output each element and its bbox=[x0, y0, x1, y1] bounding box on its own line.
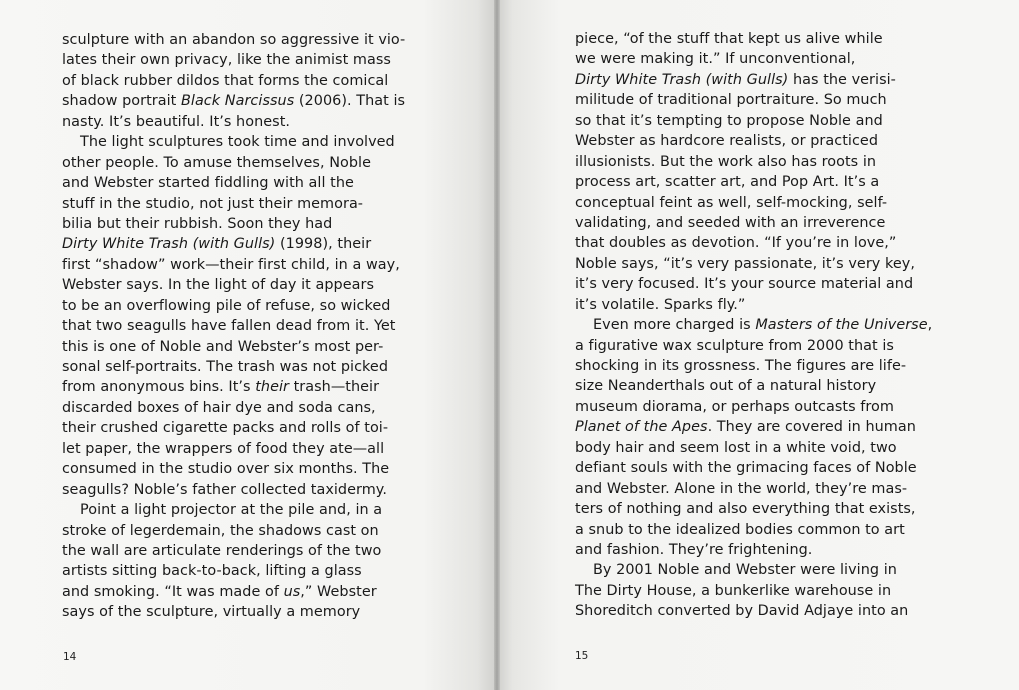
text-run: artists sitting back-to-back, lifting a glass bbox=[62, 563, 362, 580]
text-run: shocking in its grossness. The figures are life- bbox=[575, 358, 907, 374]
text-line bbox=[575, 479, 932, 499]
text-line bbox=[62, 337, 405, 357]
text-run: stuff in the studio, not just their memora- bbox=[62, 195, 364, 212]
text-line bbox=[575, 397, 932, 417]
text-line bbox=[62, 521, 405, 541]
text-run: conceptual feint as well, self-mocking, self- bbox=[575, 194, 888, 211]
text-run: first “shadow” work—their first child, in a way, bbox=[62, 256, 400, 273]
book-gutter bbox=[494, 0, 500, 690]
text-line bbox=[575, 172, 932, 192]
text-run: sculpture with an abandon so aggressive it vio- bbox=[62, 32, 406, 48]
text-run: (1998), their bbox=[275, 236, 372, 253]
text-run: lates their own privacy, like the animist mass bbox=[62, 52, 391, 69]
text-run: process art, scatter art, and Pop Art. It’s a bbox=[575, 174, 880, 191]
text-line bbox=[62, 541, 405, 561]
text-line bbox=[62, 234, 405, 254]
text-line bbox=[62, 398, 405, 418]
text-line bbox=[62, 91, 405, 111]
text-run: The Dirty House, a bunkerlike warehouse in bbox=[575, 582, 892, 599]
text-run: that doubles as devotion. “If you’re in love,” bbox=[575, 235, 897, 252]
text-run: seagulls? Noble’s father collected taxidermy. bbox=[62, 481, 387, 498]
text-run: nasty. It’s beautiful. It’s honest. bbox=[62, 113, 291, 130]
text-line bbox=[575, 560, 932, 580]
text-run: Shoreditch converted by David Adjaye into an bbox=[575, 603, 909, 620]
text-line bbox=[575, 111, 932, 131]
italic-title: Dirty White Trash (with Gulls) bbox=[575, 71, 789, 88]
text-run: and Webster. Alone in the world, they’re mas- bbox=[575, 480, 908, 497]
text-run: Noble says, “it’s very passionate, it’s very key, bbox=[575, 255, 915, 272]
left-page-number: 14 bbox=[63, 651, 77, 663]
text-line bbox=[62, 173, 405, 193]
text-line bbox=[62, 71, 405, 91]
text-line bbox=[575, 254, 932, 274]
text-line bbox=[575, 274, 932, 294]
text-line bbox=[575, 131, 932, 151]
text-run: piece, “of the stuff that kept us alive while bbox=[575, 31, 883, 47]
text-run: ters of nothing and also everything that exists, bbox=[575, 501, 916, 518]
italic-title: Masters of the Universe bbox=[755, 317, 928, 334]
text-run: shadow portrait bbox=[62, 93, 181, 110]
text-line bbox=[62, 214, 405, 234]
text-run: consumed in the studio over six months. The bbox=[62, 461, 390, 478]
text-line bbox=[575, 233, 932, 253]
text-run: illusionists. But the work also has roots in bbox=[575, 153, 877, 170]
text-line bbox=[575, 540, 932, 560]
text-run: Webster as hardcore realists, or practiced bbox=[575, 133, 879, 150]
text-line bbox=[62, 480, 405, 500]
text-line bbox=[62, 561, 405, 581]
text-line bbox=[575, 49, 932, 69]
right-page-body-text bbox=[575, 29, 932, 622]
text-run: trash—their bbox=[288, 379, 380, 396]
text-line bbox=[575, 458, 932, 478]
text-line bbox=[575, 70, 932, 90]
text-run: that two seagulls have fallen dead from it. Yet bbox=[62, 318, 396, 335]
text-run: sonal self-portraits. The trash was not picked bbox=[62, 359, 389, 375]
left-page-body-text bbox=[62, 30, 405, 623]
text-run: a snub to the idealized bodies common to art bbox=[575, 521, 905, 538]
text-line bbox=[62, 275, 405, 295]
text-line bbox=[575, 601, 932, 621]
italic-title: Dirty White Trash (with Gulls) bbox=[62, 236, 276, 253]
text-line bbox=[62, 316, 405, 336]
text-line bbox=[62, 357, 405, 377]
text-line bbox=[575, 193, 932, 213]
text-line bbox=[62, 377, 405, 397]
text-line bbox=[575, 499, 932, 519]
text-run: Even more charged is bbox=[593, 317, 756, 334]
text-run: of black rubber dildos that forms the comical bbox=[62, 72, 389, 89]
text-line bbox=[62, 132, 405, 152]
text-line bbox=[575, 295, 932, 315]
text-line bbox=[62, 194, 405, 214]
text-run: so that it’s tempting to propose Noble and bbox=[575, 112, 883, 129]
text-run: defiant souls with the grimacing faces of Noble bbox=[575, 460, 917, 477]
text-line bbox=[575, 213, 932, 233]
text-line bbox=[62, 50, 405, 70]
text-run: other people. To amuse themselves, Noble bbox=[62, 154, 372, 171]
text-run: to be an overflowing pile of refuse, so wicked bbox=[62, 297, 391, 314]
italic-title: Planet of the Apes bbox=[575, 419, 708, 436]
text-line bbox=[575, 90, 932, 110]
text-run: stroke of legerdemain, the shadows cast on bbox=[62, 522, 379, 539]
text-run: let paper, the wrappers of food they ate—all bbox=[62, 440, 385, 457]
text-run: validating, and seeded with an irreverence bbox=[575, 214, 886, 231]
text-run: and Webster started fiddling with all the bbox=[62, 175, 354, 192]
italic-title: Black Narcissus bbox=[180, 93, 295, 110]
text-run: The light sculptures took time and involved bbox=[80, 134, 395, 151]
text-line bbox=[62, 296, 405, 316]
text-line bbox=[62, 500, 405, 520]
text-run: , bbox=[927, 317, 933, 334]
text-line bbox=[62, 153, 405, 173]
text-run: discarded boxes of hair dye and soda cans, bbox=[62, 399, 376, 416]
text-run: we were making it.” If unconventional, bbox=[575, 51, 856, 68]
text-line bbox=[62, 439, 405, 459]
text-run: a figurative wax sculpture from 2000 that is bbox=[575, 337, 894, 354]
text-line bbox=[62, 112, 405, 132]
text-run: Point a light projector at the pile and, in a bbox=[80, 502, 383, 519]
text-run: from anonymous bins. It’s bbox=[62, 379, 256, 396]
text-line bbox=[62, 582, 405, 602]
text-run: and smoking. “It was made of bbox=[62, 583, 284, 600]
left-page bbox=[0, 0, 497, 690]
text-run: militude of traditional portraiture. So much bbox=[575, 92, 887, 109]
text-run: has the verisi- bbox=[788, 71, 896, 88]
text-run: bilia but their rubbish. Soon they had bbox=[62, 215, 333, 232]
text-line bbox=[575, 336, 932, 356]
right-page bbox=[497, 0, 1019, 690]
text-line bbox=[575, 438, 932, 458]
text-line bbox=[575, 581, 932, 601]
text-line bbox=[575, 356, 932, 376]
text-run: (2006). That is bbox=[294, 93, 406, 110]
text-run: the wall are articulate renderings of the two bbox=[62, 542, 382, 559]
right-page-number: 15 bbox=[575, 650, 589, 662]
text-line bbox=[575, 417, 932, 437]
text-run: it’s very focused. It’s your source material and bbox=[575, 276, 914, 293]
italic-title: their bbox=[255, 379, 289, 396]
text-run: it’s volatile. Sparks fly.” bbox=[575, 296, 746, 313]
text-line bbox=[62, 602, 405, 622]
text-line bbox=[575, 520, 932, 540]
text-line bbox=[62, 418, 405, 438]
text-run: their crushed cigarette packs and rolls of toi- bbox=[62, 420, 389, 437]
text-line bbox=[62, 459, 405, 479]
text-line bbox=[62, 255, 405, 275]
text-run: says of the sculpture, virtually a memory bbox=[62, 604, 361, 621]
text-run: body hair and seem lost in a white void, two bbox=[575, 439, 897, 456]
text-run: and fashion. They’re frightening. bbox=[575, 541, 813, 558]
text-run: this is one of Noble and Webster’s most per- bbox=[62, 338, 384, 355]
text-line bbox=[575, 29, 932, 49]
text-line bbox=[575, 315, 932, 335]
italic-title: us bbox=[283, 583, 301, 600]
text-run: Webster says. In the light of day it appears bbox=[62, 277, 375, 294]
text-run: By 2001 Noble and Webster were living in bbox=[593, 562, 897, 579]
text-line bbox=[575, 376, 932, 396]
text-line bbox=[575, 152, 932, 172]
text-line bbox=[62, 30, 405, 50]
text-run: ,” Webster bbox=[300, 583, 377, 600]
text-run: size Neanderthals out of a natural history bbox=[575, 378, 877, 395]
text-run: museum diorama, or perhaps outcasts from bbox=[575, 398, 894, 415]
text-run: . They are covered in human bbox=[707, 419, 916, 436]
